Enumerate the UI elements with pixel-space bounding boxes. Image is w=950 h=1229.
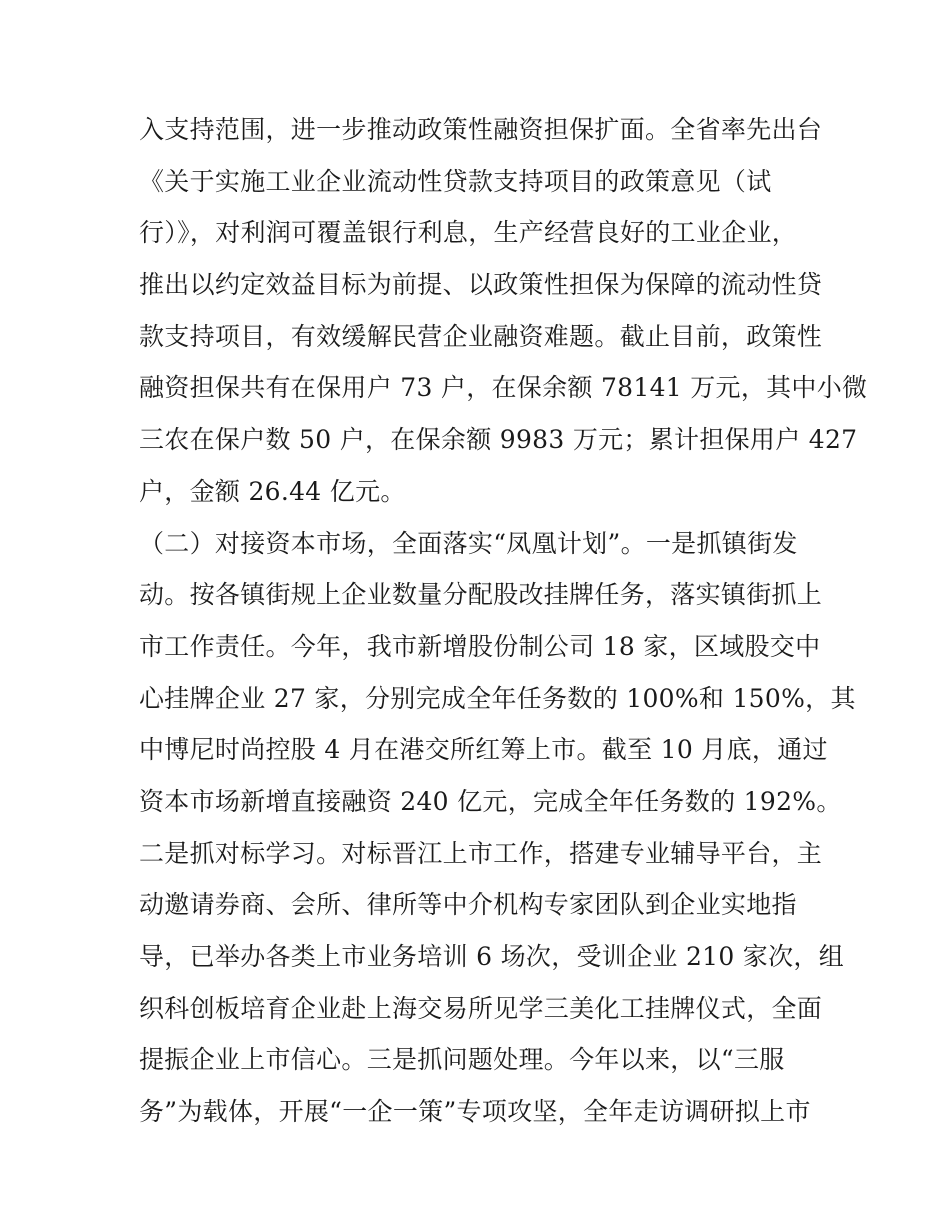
text-line: 资本市场新增直接融资 240 亿元，完成全年任务数的 192%。 [139,786,842,816]
text-line: 导，已举办各类上市业务培训 6 场次，受训企业 210 家次，组 [139,942,845,971]
text-line: 款支持项目，有效缓解民营企业融资难题。截止目前，政策性 [139,321,823,351]
body-text [139,110,868,1144]
text-line: 务”为载体，开展“一企一策”专项攻坚，全年走访调研拟上市 [139,1097,811,1127]
text-line: 心挂牌企业 27 家，分别完成全年任务数的 100%和 150%，其 [139,683,856,713]
text-line: 推出以约定效益目标为前提、以政策性担保为保障的流动性贷 [139,270,823,300]
text-line: 中博尼时尚控股 4 月在港交所红筹上市。截至 10 月底，通过 [139,735,828,765]
text-line: 提振企业上市信心。三是抓问题处理。今年以来，以“三服 [139,1045,785,1075]
text-line: 动。按各镇街规上企业数量分配股改挂牌任务，落实镇街抓上 [139,580,823,610]
text-line: 三农在保户数 50 户，在保余额 9983 万元；累计担保用户 427 [139,425,858,455]
text-line: 《关于实施工业企业流动性贷款支持项目的政策意见（试 [139,166,772,196]
text-line: 动邀请券商、会所、律所等中介机构专家团队到企业实地指 [139,890,797,920]
text-line: 织科创板培育企业赴上海交易所见学三美化工挂牌仪式，全面 [139,993,823,1023]
text-line: 户，金额 26.44 亿元。 [139,476,406,506]
text-line: （二）对接资本市场，全面落实“凤凰计划”。一是抓镇街发 [139,528,798,558]
text-line: 二是抓对标学习。对标晋江上市工作，搭建专业辅导平台，主 [139,838,823,868]
text-line: 市工作责任。今年，我市新增股份制公司 18 家，区域股交中 [139,631,821,661]
text-line: 行）》，对利润可覆盖银行利息，生产经营良好的工业企业， [139,218,798,248]
text-line: 融资担保共有在保用户 73 户，在保余额 78141 万元，其中小微 [139,373,868,403]
text-line: 入支持范围，进一步推动政策性融资担保扩面。全省率先出台 [139,115,823,144]
